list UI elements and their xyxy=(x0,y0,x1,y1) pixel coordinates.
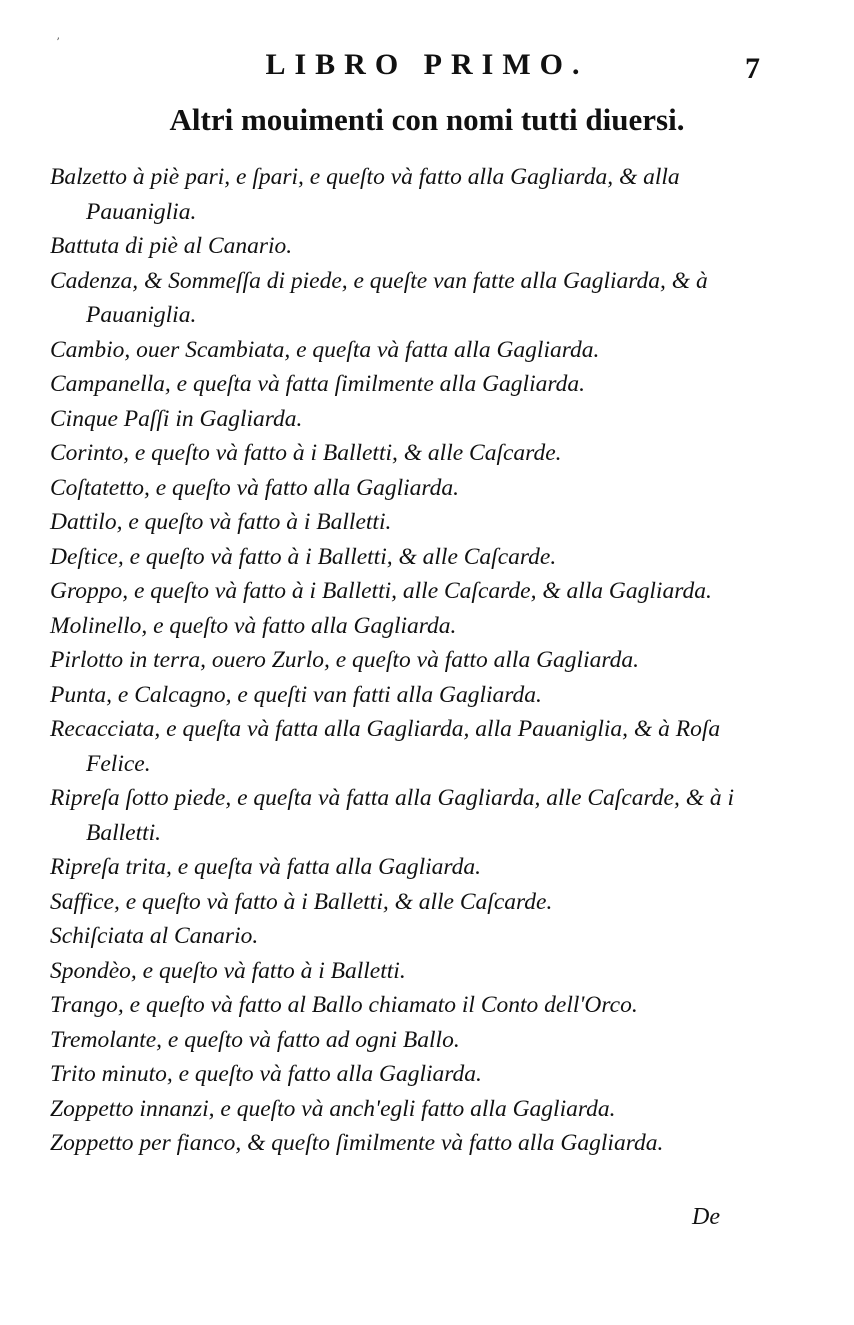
list-item: Trito minuto, e queſto và fatto alla Gagliarda. xyxy=(50,1061,482,1087)
list-item: Spondèo, e queſto và fatto à i Balletti. xyxy=(50,957,406,984)
list-item: Coſtatetto, e queſto và fatto alla Gagliarda. xyxy=(50,474,460,501)
list-item: Corinto, e queſto và fatto à i Balletti, & alle Caſcarde. xyxy=(50,440,562,466)
list-item: Molinello, e queſto và fatto alla Gagliarda. xyxy=(50,612,457,639)
list-item: Tremolante, e queſto và fatto ad ogni Ballo. xyxy=(50,1026,460,1053)
list-item: Zoppetto innanzi, e queſto và anch'egli fatto alla Gagliarda. xyxy=(50,1095,616,1122)
corner-mark: ʼ xyxy=(56,36,60,49)
list-item: Cambio, ouer Scambiata, e queſta và fatta alla Gagliarda. xyxy=(50,336,600,363)
running-head: LIBRO PRIMO. xyxy=(265,48,589,81)
list-item: Ripreſa ſotto piede, e queſta và fatta alla Gagliarda, alle Caſcarde, & à i Balletti. xyxy=(50,785,735,846)
list-item: Cadenza, & Sommeſſa di piede, e queſte van fatte alla Gagliarda, & à Pauaniglia. xyxy=(50,267,708,328)
list-item: Cinque Paſſi in Gagliarda. xyxy=(50,405,303,432)
list-item: Punta, e Calcagno, e queſti van fatti alla Gagliarda. xyxy=(50,681,542,708)
list-item: Saffice, e queſto và fatto à i Balletti, & alle Caſcarde. xyxy=(50,888,553,915)
list-item: Pirlotto in terra, ouero Zurlo, e queſto và fatto alla Gagliarda. xyxy=(50,647,640,673)
movement-list xyxy=(50,160,770,1161)
list-item: Zoppetto per fianco, & queſto ſimilmente và fatto alla Gagliarda. xyxy=(50,1130,664,1156)
list-item: Trango, e queſto và fatto al Ballo chiamato il Conto dell'Orco. xyxy=(50,992,638,1018)
list-item: Groppo, e queſto và fatto à i Balletti, alle Caſcarde, & alla Gagliarda. xyxy=(50,578,712,604)
list-item: Deſtice, e queſto và fatto à i Balletti, & alle Caſcarde. xyxy=(50,543,557,570)
list-item: Ripreſa trita, e queſta và fatta alla Gagliarda. xyxy=(50,854,482,880)
list-item: Balzetto à piè pari, e ſpari, e queſto và fatto alla Gagliarda, & alla Pauaniglia. xyxy=(50,164,680,225)
list-item: Battuta di piè al Canario. xyxy=(50,233,293,259)
list-item: Campanella, e queſta và fatta ſimilmente alla Gagliarda. xyxy=(50,371,586,397)
list-item: Schiſciata al Canario. xyxy=(50,923,259,949)
section-heading: Altri mouimenti con nomi tutti diuersi. xyxy=(169,102,685,137)
catchword: De xyxy=(692,1204,720,1230)
page-number: 7 xyxy=(745,52,760,85)
list-item: Dattilo, e queſto và fatto à i Balletti. xyxy=(50,509,392,535)
list-item: Recacciata, e queſta và fatta alla Gagliarda, alla Pauaniglia, & à Roſa Felice. xyxy=(50,716,721,777)
